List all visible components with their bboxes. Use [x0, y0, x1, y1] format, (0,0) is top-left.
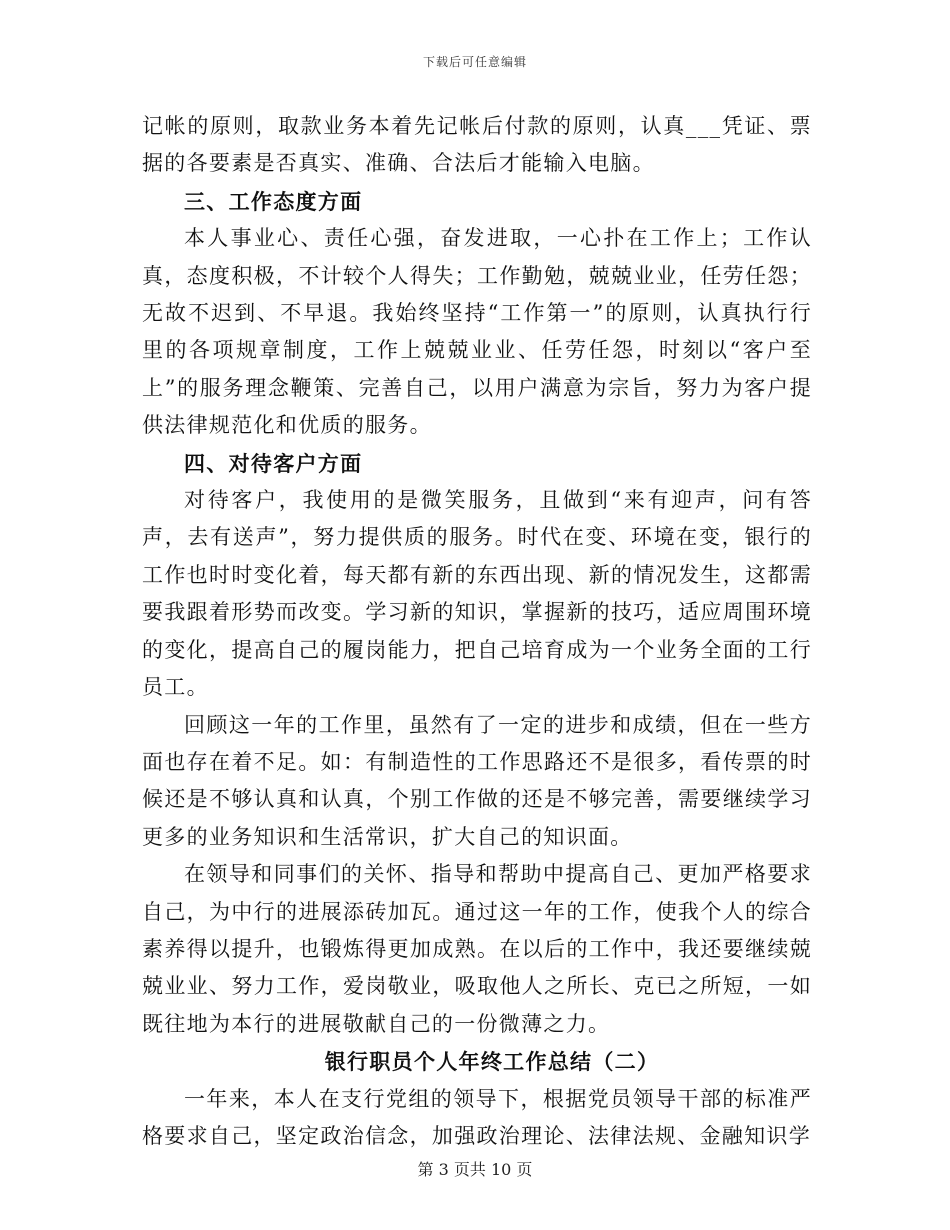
section-heading-work-attitude: 三、工作态度方面 [184, 188, 363, 214]
page-number: 第 3 页共 10 页 [417, 1160, 533, 1179]
paragraph-intro-part-two: 一年来，本人在支行党组的领导下，根据党员领导干部的标准严格要求自己，坚定政治信念，加强政治理论、法律法规、金融知识学 [142, 1086, 812, 1148]
paragraph-future: 在领导和同事们的关怀、指导和帮助中提高自己、更加严格要求自己，为中行的进展添砖加瓦。通过这一年的工作，使我个人的综合素养得以提升，也锻炼得更加成熟。在以后的工作中，我还要继续兢兢业业、努力工作，爱岗敬业，吸取他人之所长、克已之所短，一如既往地为本行的进展敬献自己的一份微薄之力。 [142, 862, 812, 1036]
document-body [142, 108, 812, 1155]
document-title-part-two: 银行职员个人年终工作总结（二） [324, 1049, 660, 1075]
paragraph-work-attitude: 本人事业心、责任心强，奋发进取，一心扑在工作上；工作认真，态度积极，不计较个人得失；工作勤勉，兢兢业业，任劳任怨；无故不迟到、不早退。我始终坚持“工作第一”的原则，认真执行行里的各项规章制度，工作上兢兢业业、任劳任怨，时刻以“客户至上”的服务理念鞭策、完善自己，以用户满意为宗旨，努力为客户提供法律规范化和优质的服务。 [142, 226, 812, 438]
section-heading-customers: 四、对待客户方面 [184, 450, 363, 476]
paragraph-customers: 对待客户，我使用的是微笑服务，且做到“来有迎声，问有答声，去有送声”，努力提供质的服务。时代在变、环境在变，银行的工作也时时变化着，每天都有新的东西出现、新的情况发生，这都需要我跟着形势而改变。学习新的知识，掌握新的技巧，适应周围环境的变化，提高自己的履岗能力，把自己培育成为一个业务全面的工行员工。 [142, 488, 812, 700]
paragraph-continued: 记帐的原则，取款业务本着先记帐后付款的原则，认真___凭证、票据的各要素是否真实、准确、合法后才能输入电脑。 [142, 114, 812, 176]
paragraph-review: 回顾这一年的工作里，虽然有了一定的进步和成绩，但在一些方面也存在着不足。如：有制造性的工作思路还不是很多，看传票的时候还是不够认真和认真，个别工作做的还是不够完善，需要继续学习更多的业务知识和生活常识，扩大自己的知识面。 [142, 712, 812, 849]
page-header-note: 下载后可任意编辑 [422, 55, 527, 69]
